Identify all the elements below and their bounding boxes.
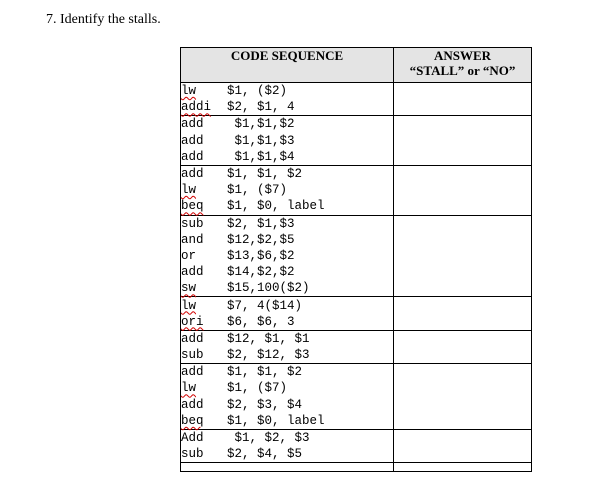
instruction-opcode: lw xyxy=(181,183,197,198)
instruction-operands: $12, $1, $1 xyxy=(227,331,310,346)
instruction-opcode: add xyxy=(181,265,204,280)
instruction-opcode: sub xyxy=(181,216,204,231)
instruction-line xyxy=(181,166,393,182)
instruction-line xyxy=(181,99,393,115)
instruction-opcode: or xyxy=(181,248,197,263)
instruction-line xyxy=(181,331,393,347)
instruction-operands: $13,$6,$2 xyxy=(227,248,295,263)
instruction-operands: $14,$2,$2 xyxy=(227,265,295,280)
instruction-line xyxy=(181,413,393,429)
instruction-operands: $2, $1, 4 xyxy=(227,100,295,115)
answer-header-line2: “STALL” or “NO” xyxy=(409,63,516,78)
instruction-line xyxy=(181,397,393,413)
instruction-line xyxy=(181,430,393,446)
instruction-opcode: add xyxy=(181,117,204,132)
instruction-operands: $2, $4, $5 xyxy=(227,447,303,462)
answer-cell[interactable] xyxy=(394,116,532,166)
code-sequence-header: CODE SEQUENCE xyxy=(181,48,394,83)
instruction-operands: $12,$2,$5 xyxy=(227,232,295,247)
instruction-opcode: add xyxy=(181,331,204,346)
instruction-line xyxy=(181,248,393,264)
answer-cell[interactable] xyxy=(394,165,532,215)
code-sequence-cell xyxy=(181,364,394,430)
instruction-line xyxy=(181,347,393,363)
instruction-opcode: addi xyxy=(181,100,212,115)
instruction-opcode: sub xyxy=(181,447,204,462)
instruction-line xyxy=(181,314,393,330)
instruction-line xyxy=(181,198,393,214)
table-body xyxy=(181,83,532,472)
answer-header xyxy=(394,48,532,83)
instruction-operands: $2, $3, $4 xyxy=(227,397,303,412)
instruction-line xyxy=(181,216,393,232)
instruction-operands: $2, $1,$3 xyxy=(227,216,295,231)
code-sequence-cell xyxy=(181,83,394,116)
instruction-line xyxy=(181,83,393,99)
table-row xyxy=(181,297,532,330)
instruction-opcode: beq xyxy=(181,413,204,428)
empty-code-cell xyxy=(181,463,394,472)
instruction-operands: $2, $12, $3 xyxy=(227,348,310,363)
answer-cell[interactable] xyxy=(394,215,532,297)
instruction-line xyxy=(181,364,393,380)
instruction-opcode: add xyxy=(181,365,204,380)
instruction-operands: $1, $0, label xyxy=(227,199,325,214)
instruction-opcode: ori xyxy=(181,314,204,329)
instruction-line xyxy=(181,182,393,198)
instruction-operands: $1, $1, $2 xyxy=(227,365,303,380)
instruction-opcode: Add xyxy=(181,431,204,446)
instruction-line xyxy=(181,297,393,313)
instruction-opcode: lw xyxy=(181,298,197,313)
code-sequence-cell xyxy=(181,116,394,166)
stall-table xyxy=(180,47,532,472)
answer-cell[interactable] xyxy=(394,429,532,462)
instruction-operands: $1, $0, label xyxy=(227,413,325,428)
instruction-opcode: add xyxy=(181,167,204,182)
table-row xyxy=(181,83,532,116)
instruction-operands: $6, $6, 3 xyxy=(227,314,295,329)
instruction-line xyxy=(181,380,393,396)
instruction-operands: $15,100($2) xyxy=(227,281,310,296)
instruction-opcode: add xyxy=(181,149,204,164)
table-row xyxy=(181,215,532,297)
instruction-line xyxy=(181,133,393,149)
instruction-operands: $1,$1,$3 xyxy=(227,133,295,148)
code-sequence-cell xyxy=(181,215,394,297)
instruction-operands: $1, ($2) xyxy=(227,84,288,99)
instruction-opcode: sw xyxy=(181,281,197,296)
answer-header-line1: ANSWER xyxy=(433,48,492,63)
instruction-opcode: sub xyxy=(181,348,204,363)
instruction-operands: $1, ($7) xyxy=(227,381,288,396)
instruction-opcode: beq xyxy=(181,199,204,214)
question-title: 7. Identify the stalls. xyxy=(46,12,161,27)
instruction-opcode: and xyxy=(181,232,204,247)
table-row xyxy=(181,330,532,363)
instruction-operands: $1,$1,$4 xyxy=(227,149,295,164)
instruction-opcode: lw xyxy=(181,381,197,396)
table-row xyxy=(181,429,532,462)
answer-cell[interactable] xyxy=(394,297,532,330)
code-sequence-cell xyxy=(181,165,394,215)
instruction-line xyxy=(181,149,393,165)
code-sequence-cell xyxy=(181,330,394,363)
answer-cell[interactable] xyxy=(394,330,532,363)
instruction-operands: $1, ($7) xyxy=(227,183,288,198)
instruction-line xyxy=(181,446,393,462)
table-row xyxy=(181,165,532,215)
code-sequence-cell xyxy=(181,297,394,330)
table-row xyxy=(181,116,532,166)
empty-table-row xyxy=(181,463,532,472)
table-header-row xyxy=(181,48,532,83)
empty-answer-cell[interactable] xyxy=(394,463,532,472)
table-row xyxy=(181,364,532,430)
instruction-opcode: add xyxy=(181,133,204,148)
instruction-operands: $1, $1, $2 xyxy=(227,167,303,182)
instruction-operands: $1, $2, $3 xyxy=(227,431,310,446)
instruction-line xyxy=(181,264,393,280)
instruction-operands: $1,$1,$2 xyxy=(227,117,295,132)
answer-cell[interactable] xyxy=(394,364,532,430)
instruction-operands: $7, 4($14) xyxy=(227,298,303,313)
answer-cell[interactable] xyxy=(394,83,532,116)
instruction-line xyxy=(181,280,393,296)
instruction-opcode: lw xyxy=(181,84,197,99)
instruction-line xyxy=(181,232,393,248)
code-sequence-cell xyxy=(181,429,394,462)
instruction-opcode: add xyxy=(181,397,204,412)
instruction-line xyxy=(181,116,393,132)
